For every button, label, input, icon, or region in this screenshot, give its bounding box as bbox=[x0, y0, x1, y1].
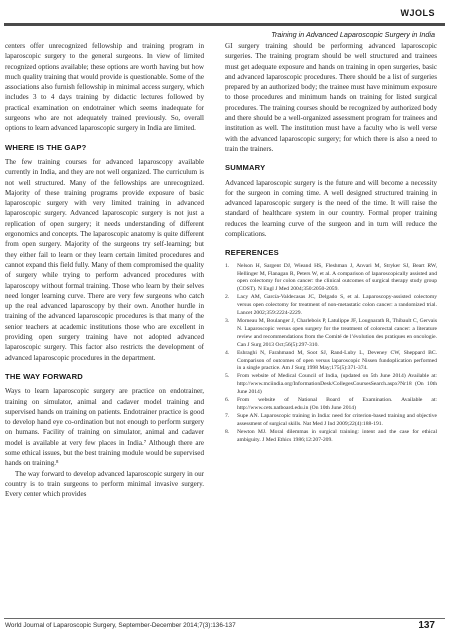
body-paragraph: The way forward to develop advanced laparoscopic surgery in our country is to train surgeons to perform minimal invasive surgery. Every center which provides bbox=[5, 469, 204, 499]
reference-text: Newton MJ. Moral dilemmas in surgical training: intent and the case for ethical ambiguity. J Med Ethics 1986;12:207-209. bbox=[237, 428, 437, 443]
reference-number: 1. bbox=[225, 262, 230, 269]
reference-item bbox=[225, 263, 437, 295]
section-heading-gap: WHERE IS THE GAP? bbox=[5, 142, 87, 152]
reference-text: Eshraghi N, Farahmand M, Soot SJ, Rand-Luby L, Deveney CW, Sheppard BC. Comparison of outcomes of open versus laparoscopic Nissen fundoplication performed in a single practice. Am J Surg 1998 May;175(5):371-374. bbox=[237, 349, 437, 372]
reference-number: 7. bbox=[225, 412, 230, 419]
running-title: Training in Advanced Laparoscopic Surgery in India bbox=[271, 30, 435, 39]
reference-text: From website of Medical Council of India, (updated on 5th June 2014) Available at: http://www.mciindia.org/InformationDesk/CollegesCoursesSearch.aspx?Nr18 (On 10th June 2014) bbox=[237, 373, 437, 396]
right-column bbox=[225, 41, 437, 444]
body-paragraph: The few training courses for advanced laparoscopy available currently in India, and they are not well organized. The curriculum is not well structured. Many of the fellowships are unrecognized. Majority of these training programs provide exposure of basic laparoscopic surgery with very limited training in advanced laparoscopic surgery. Advanced laparoscopic surgery is not just a replication of open surgery; it needs understanding of different ergonomics and concepts. The laparoscopic anatomy is quite different from open surgery. Majority of the surgeons try self-learning; but they either fail to learn or they learn certain limited procedures and cannot expand this field fully. Many of them compromised the quality of surgery while trying to perform advanced procedures with laparoscopy without formal training. Those who learn by their selves need longer learning curve. There are very few surgeons who catch up the real advanced laparoscopy by their own. Another hurdle in training of the advanced laparoscopic procedures is that many of the senior teachers at academic institutions those who are excellent in providing open surgery training have not adopted advanced laparoscopic surgery. This factor also restricts the development of advanced laparoscopic procedures in the department. bbox=[5, 157, 204, 362]
reference-number: 5. bbox=[225, 373, 230, 380]
reference-text: Supe AN. Laparoscopic training in India: need for criterion-based training and objective assessment of surgical skills. Nat Med J Ind 2009;22(4):188-191. bbox=[237, 412, 437, 427]
body-paragraph: Ways to learn laparoscopic surgery are practice on endotrainer, training on simulator, animal and cadaver model training and supervised hands on training on patients. Endotrainer practice is good to develop hand eye co-ordination but not enough to perform surgery on humans. Facility of training on simulator, animal and cadaver model is available at very few places in India.⁷ Although there are some ethical issues, but the best training module would be supervised hands on training.⁸ bbox=[5, 387, 204, 468]
reference-number: 6. bbox=[225, 397, 230, 404]
page-header bbox=[0, 0, 449, 24]
reference-number: 2. bbox=[225, 294, 230, 301]
body-paragraph: centers offer unrecognized fellowship and training program in laparoscopic surgery to the general surgeons. In view of limited recognized options available; these options are worth having but how much quality training that would provide is questionable. Some of the associations also furnish fellowship in minimal access surgery, which includes 3 to 4 days training by didactic lectures followed by practical examination on endotrainer which seems inadequate for surgeons who are not adequately trained previously. So, overall options to learn advanced laparoscopic surgery in India are limited. bbox=[5, 42, 204, 133]
reference-text: Lacy AM, García-Valdecasas JC, Delgado S, et al. Laparoscopy-assisted colectomy versus open colectomy for treatment of non-metastatic colon cancer: a randomized trial. Lancet 2002;359:2224-2229. bbox=[237, 294, 437, 317]
body-paragraph: GI surgery training should be performing advanced laparoscopic surgeries. The training program should be well structured and trainees must get adequate exposure and hands on training in open surgeries, basic and advanced laparoscopic procedures. There should be a list of surgeries prepared by an authorized body; the trainee must have minimum exposure to those procedures and minimum hands on training for listed surgical procedures. The training courses should be recognized by authorized body and there should be a well-organized assessment program for trainees and institution as well. The institution must have a faculty who is well verse with the advanced laparoscopic surgery; for which there is also a need to train the trainers. bbox=[225, 42, 437, 153]
reference-item bbox=[225, 318, 437, 350]
reference-number: 3. bbox=[225, 317, 230, 324]
reference-list bbox=[225, 263, 437, 445]
section-heading-summary: SUMMARY bbox=[225, 163, 266, 173]
section-heading-way-forward: THE WAY FORWARD bbox=[5, 371, 83, 381]
reference-number: 4. bbox=[225, 349, 230, 356]
reference-text: From website of National Board of Examination. Available at: http://www.cets.natboard.edu.in (On 10th June 2014) bbox=[237, 397, 437, 411]
footer-citation: World Journal of Laparoscopic Surgery, September-December 2014;7(3):136-137 bbox=[5, 622, 236, 629]
footer-rule bbox=[4, 618, 445, 619]
reference-text: Nelson H, Sargent DJ, Wieand HS, Fleshman J, Anvari M, Stryker SJ, Beart RW, Hellinger M, Flanagan R, Peters W, et al. A comparison of laparoscopically assisted and open colectomy for colon cancer: the clinical outcomes of surgical therapy study group (COST). N Engl J Med 2004;350:2050-2059. bbox=[237, 262, 437, 293]
reference-item bbox=[225, 397, 437, 413]
reference-item bbox=[225, 373, 437, 397]
reference-item bbox=[225, 413, 437, 429]
reference-text: Morneau M, Boulanger J, Charlebois P, Latulippe JF, Lougnarath R, Thibault C, Gervais N. Laparoscopic versus open surgery for the treatment of colorectal cancer: a literature review and recommendations from the Comité de l’évolution des pratiques en oncologie. Can J Surg 2013 Oct;56(5):297-310. bbox=[237, 317, 437, 348]
header-rule bbox=[4, 23, 445, 26]
journal-abbreviation: WJOLS bbox=[400, 8, 435, 18]
left-column bbox=[5, 41, 204, 499]
page-number: 137 bbox=[418, 620, 435, 631]
reference-item bbox=[225, 294, 437, 318]
reference-item bbox=[225, 350, 437, 374]
section-heading-references: REFERENCES bbox=[225, 248, 279, 258]
body-paragraph: Advanced laparoscopic surgery is the future and will become a necessity for the surgeon in coming time. A well designed structured training in advanced laparoscopic surgery is the need of the time. It will raise the standard of healthcare system in our country. Formal proper training reduces the learning curve of the surgeon and in turn will reduce the complications. bbox=[225, 178, 437, 239]
reference-number: 8. bbox=[225, 428, 230, 435]
reference-item bbox=[225, 429, 437, 445]
